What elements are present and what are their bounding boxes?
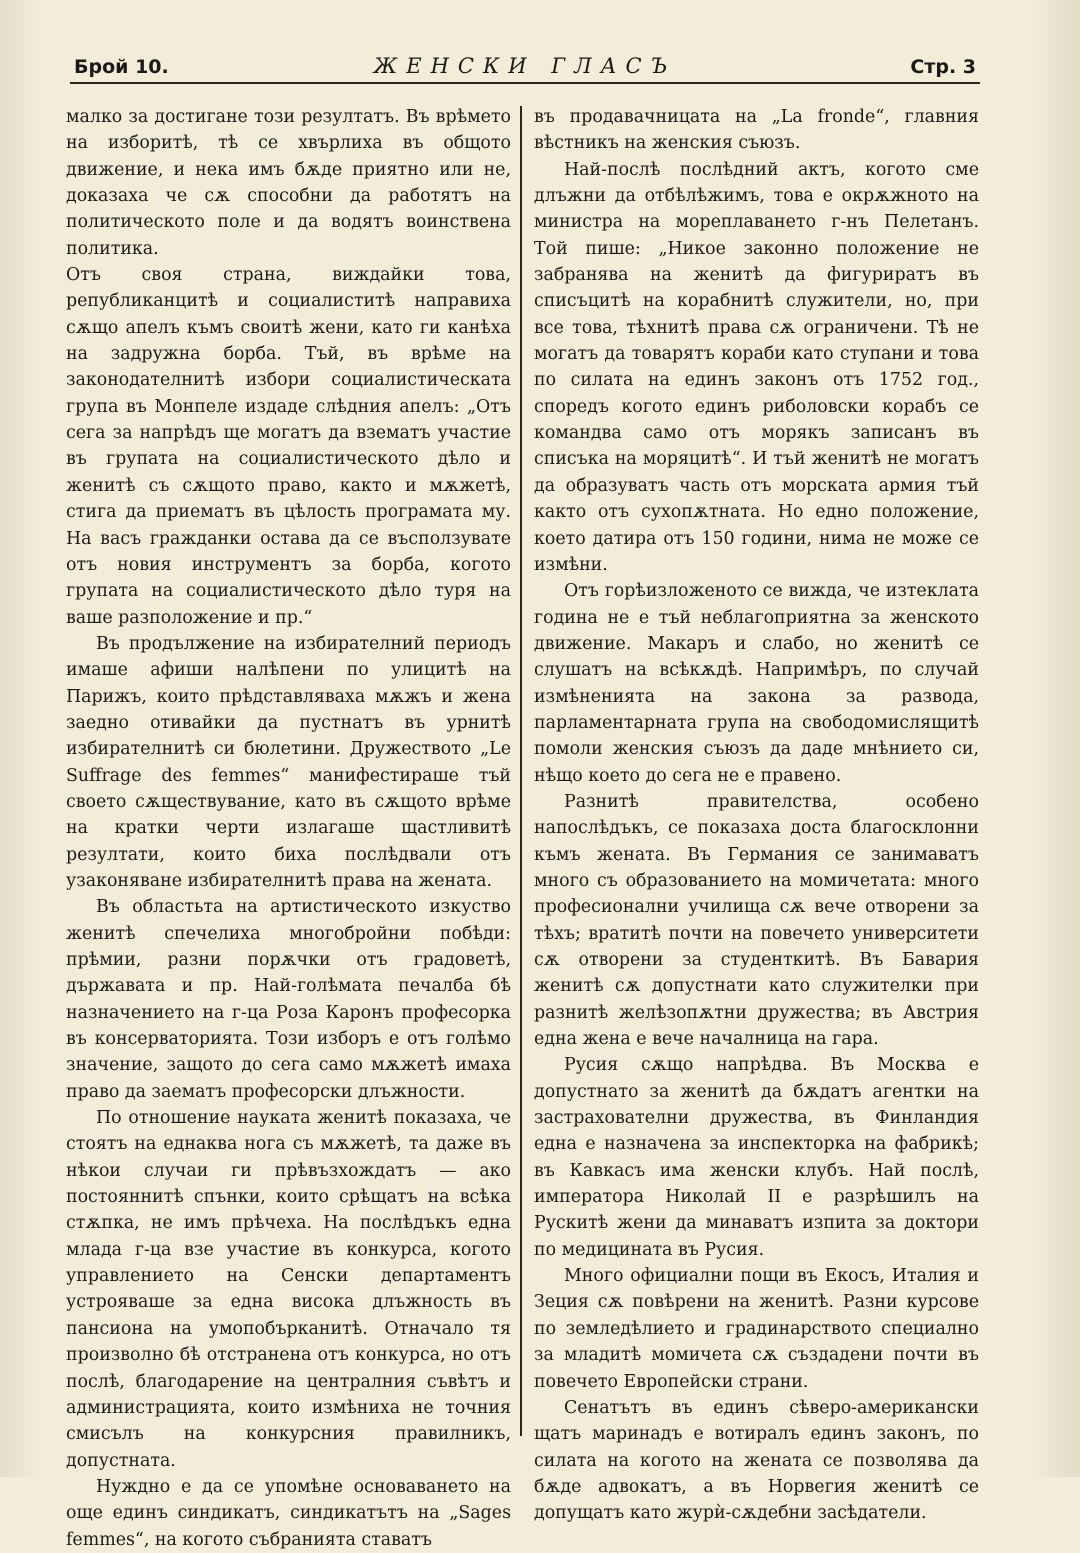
paragraph: Въ продължение на избирателний периодъ имаше афиши налѣпени по улицитѣ на Парижъ, които прѣдставляваха мѫжъ и жена заедно отивайки да пустнатъ въ урнитѣ избирателнитѣ си бюлетини. Дружеството „Le Suffrage des femmes“ манифестираше тъй своето сѫществувание, като въ сѫщото врѣме на кратки черти излагаше щастливитѣ резултати, които биха послѣдвали отъ узаконяване избирателнитѣ права на жената. (66, 633, 511, 891)
paragraph: Отъ горѣизложеното се вижда, че изтеклата година не е тъй неблагоприятна за женското движение. Макаръ и слабо, но женитѣ се слушатъ на всѣкѫдѣ. Напримѣръ, по случай измѣненията на закона за развода, парламентарната група на свободомислящитѣ помоли женския съюзъ да даде мнѣнието си, нѣщо което до сега не е правено. (534, 581, 979, 786)
issue-number: Брой 10. (74, 56, 169, 78)
paragraph: Разнитѣ правителства, особено напослѣдъкъ, се показаха доста благосклонни къмъ жената. Въ Германия се занимаватъ много съ образованието на момичетата: много професионални училища сѫ вече отворени за тѣхъ; вратитѣ почти на повечето университети сѫ отворени за студенткитѣ. Въ Бавария женитѣ сѫ допустнати като служителки при разнитѣ желѣзопѫтни дружества; въ Австрия една жена е вече началница на гара. (534, 791, 979, 1050)
paragraph: Въ областьта на артистическото изкуство женитѣ спечелиха многобройни побѣди: прѣмии, разни порѫчки отъ градоветѣ, държавата и пр. Най-голѣмата печалба бѣ назначението на г-ца Роза Каронъ професорка въ консерваторията. Този изборъ е отъ голѣмо значение, защото до сега само мѫжетѣ имаха право да заематъ професорски длъжности. (66, 897, 511, 1102)
page-header (70, 52, 980, 86)
paragraph: въ продавачницата на „La fronde“, главния вѣстникъ на женския съюзъ. (534, 107, 979, 154)
paragraph: Най-послѣ послѣдний актъ, когото сме длъжни да отбѣлѣжимъ, това е окрѫжното на министра на мореплаването г-нъ Пелетанъ. Той пише: „Никое законно положение не забранява на женитѣ да фигуриратъ въ списъцитѣ на корабнитѣ служители, но, при все това, тѣхнитѣ права сѫ ограничени. Тѣ не могатъ да товарятъ кораби като ступани и това по силата на единъ законъ отъ 1752 год., споредъ когото единъ риболовски корабъ се командва само отъ морякъ записанъ въ списъка на моряцитѣ“. И тъй женитѣ не могатъ да образуватъ часть отъ морската армия тъй както отъ сухопѫтната. Но едно положение, което датира отъ 150 години, нима не може се измѣни. (534, 159, 979, 575)
paragraph: По отношение науката женитѣ показаха, че стоятъ на еднаква нога съ мѫжетѣ, та даже въ нѣкои случаи ги прѣвъзхождатъ — ако постояннитѣ спънки, които срѣщатъ на всѣка стѫпка, не имъ прѣчеха. На послѣдъкъ една млада г-ца взе участие въ конкурса, когото управлението на Сенски департаментъ устрояваше за една висока длъжность въ пансиона на умопобърканитѣ. Отначало тя произволно бѣ отстранена отъ конкурса, но отъ послѣ, благодарение на централния съвѣтъ и администрацията, които измѣниха не точния смисълъ на конкурсния правилникъ, допустната. (66, 1108, 511, 1471)
paragraph: Сенатътъ въ единъ сѣверо-американски щатъ маринадъ е вотиралъ единъ законъ, по силата на когото на жената се позволява да бѫде адвокатъ, а въ Норвегия женитѣ се допущатъ като журѝ-сѫдебни засѣдатели. (534, 1397, 979, 1524)
right-column (534, 104, 979, 1527)
header-rule (70, 82, 980, 84)
paragraph: Нуждно е да се упомѣне основаването на още единъ синдикатъ, синдикатътъ на „Sages femmes“, на когото събранията ставатъ (66, 1476, 511, 1550)
paragraph: Русия сѫщо напрѣдва. Въ Москва е допустнато за женитѣ да бѫдатъ агентки на застрахователни дружества, въ Финландия една е назначена за инспекторка на фабрикѣ; въ Кавкасъ има женски клубъ. Най послѣ, императора Николай II е разрѣшилъ на Рускитѣ жени да минаватъ изпита за доктори по медицината въ Русия. (534, 1055, 979, 1260)
paragraph: Отъ своя страна, виждайки това, републиканцитѣ и социалиститѣ направиха сѫщо апелъ къмъ своитѣ жени, като ги канѣха на задружна борба. Тъй, въ врѣме на законодателнитѣ избори социалистическата група въ Монпеле издаде слѣдния апелъ: „Отъ сега за напрѣдъ ще могатъ да взематъ участие въ групата на социалистическото дѣло и женитѣ съ сѫщото право, както и мѫжетѣ, стига да приематъ въ цѣлость програмата му. На васъ гражданки остава да се въсползувате отъ новия инструментъ за борба, когото групата на социалистическото дѣло туря на ваше разположение и пр.“ (66, 265, 511, 628)
paragraph: малко за достигане този резултатъ. Въ врѣмето на изборитѣ, тѣ се хвърлиха въ общото движение, и нека имъ бѫде приятно или не, доказаха че сѫ способни да работятъ на политическото поле и да водятъ воинствена политика. (66, 107, 511, 259)
column-divider (520, 106, 522, 1436)
newspaper-title: ЖЕНСКИ ГЛАСЪ (373, 54, 677, 78)
paragraph: Много официални пощи въ Екосъ, Италия и Зеция сѫ повѣрени на женитѣ. Разни курсове по земледѣлието и градинарството специално за младитѣ момичета сѫ създадени почти въ повечето Европейски страни. (534, 1266, 979, 1392)
page-number: Стр. 3 (910, 56, 976, 78)
left-column (66, 104, 511, 1553)
